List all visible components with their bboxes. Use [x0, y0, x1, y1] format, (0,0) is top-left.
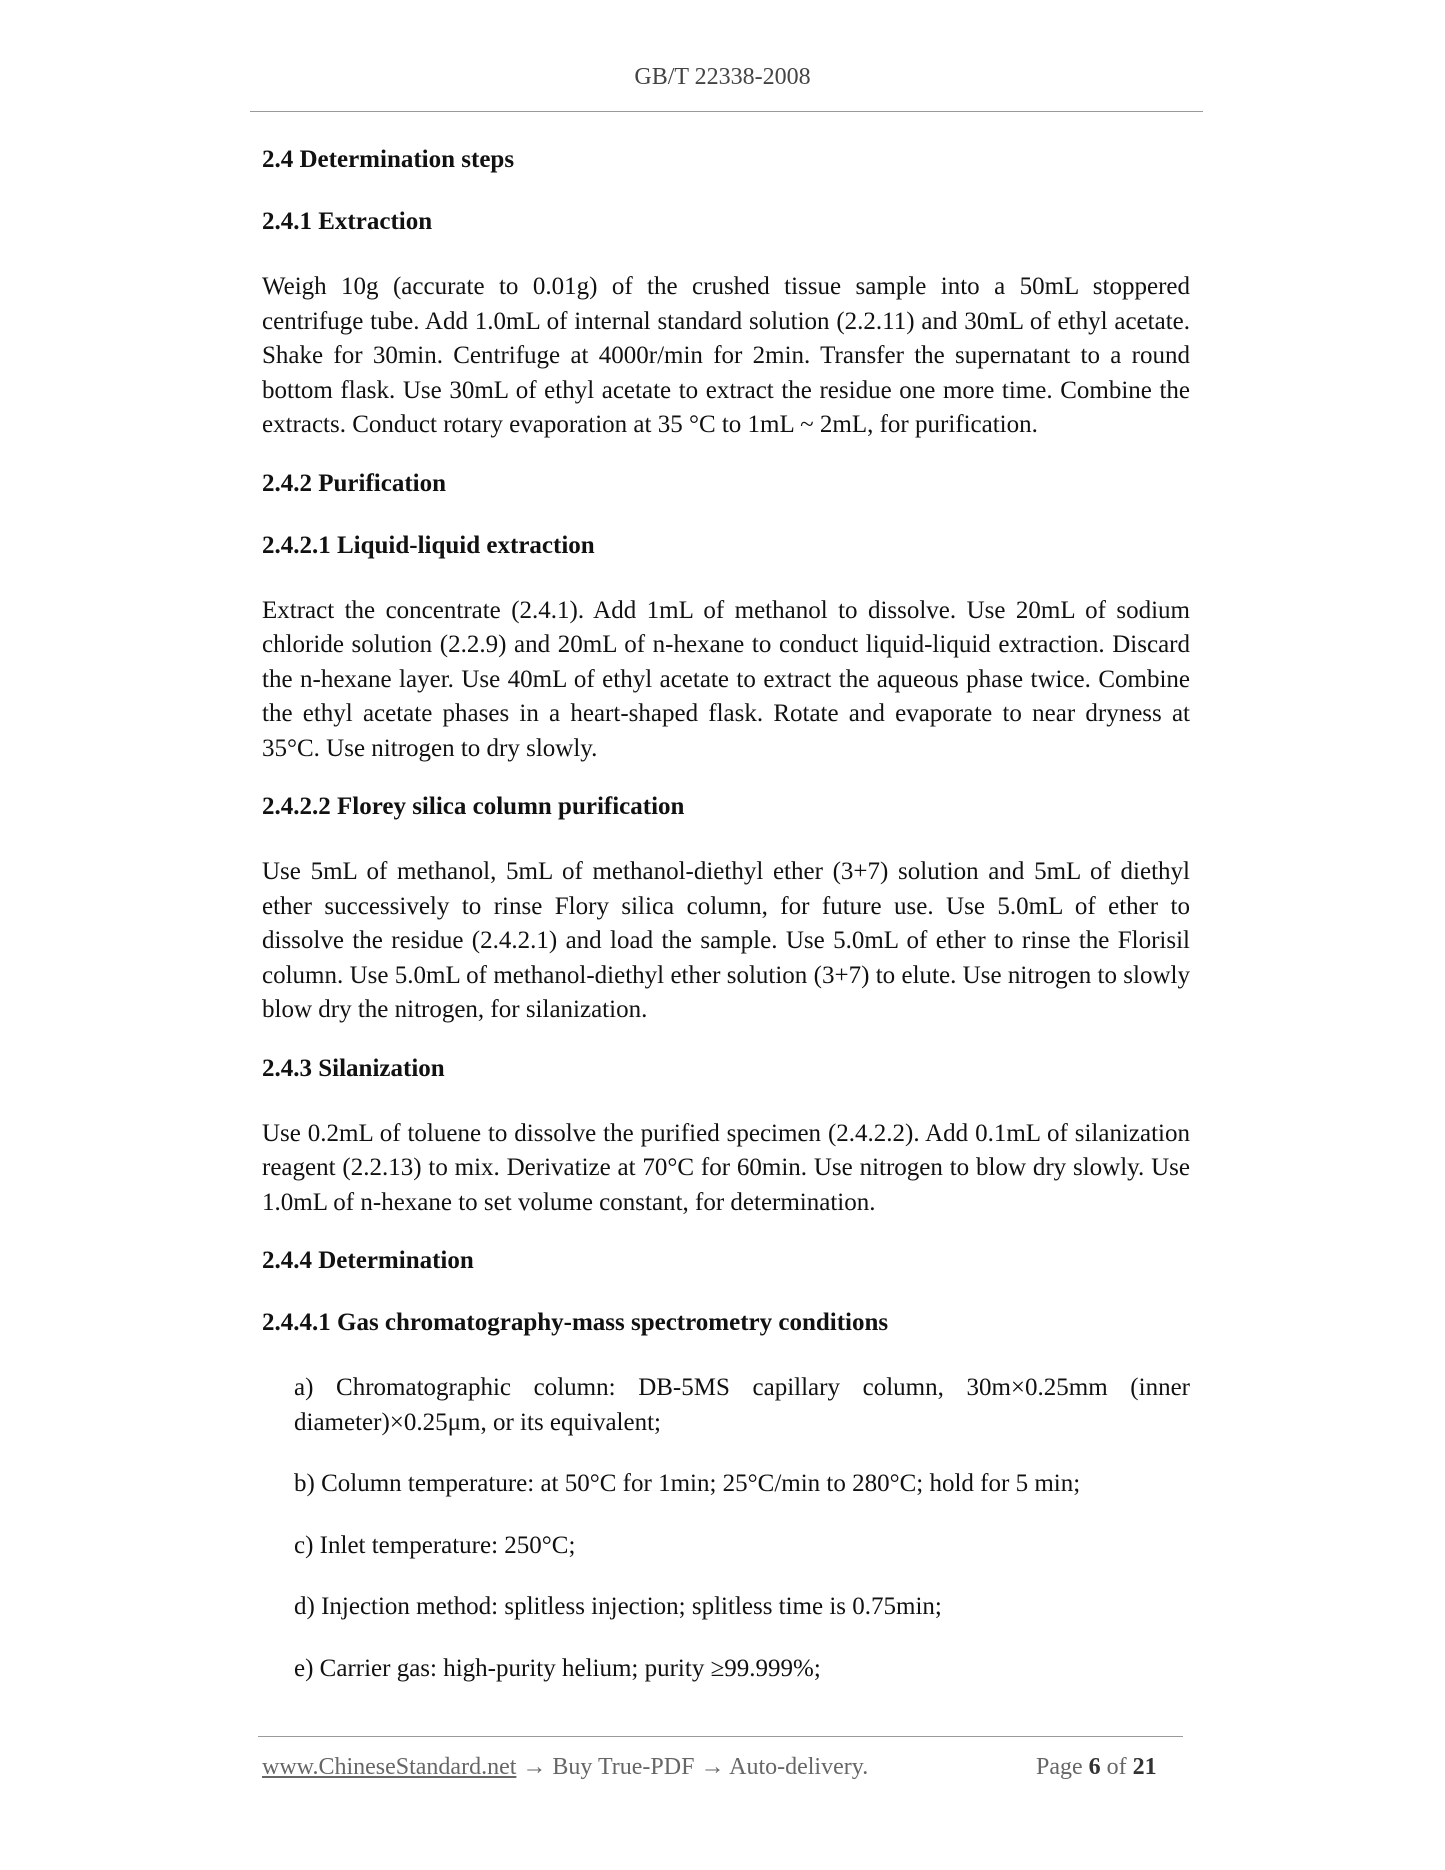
paragraph-silanization: Use 0.2mL of toluene to dissolve the purified specimen (2.4.2.2). Add 0.1mL of silanization reagent (2.2.13) to mix. Derivatize at 70°C for 60min. Use nitrogen to blow dry slowly. Use 1.0mL of n-hexane to set volume constant, for determination. — [262, 1119, 1190, 1216]
condition-item-c: c) Inlet temperature: 250°C; — [294, 1531, 576, 1559]
section-heading-2-4-3: 2.4.3 Silanization — [262, 1054, 445, 1082]
section-heading-2-4-4-1: 2.4.4.1 Gas chromatography-mass spectrometry conditions — [262, 1309, 889, 1336]
header-divider — [250, 111, 1203, 112]
footer-promo-text: → Buy True-PDF → Auto-delivery. — [522, 1754, 869, 1780]
paragraph-extraction: Weigh 10g (accurate to 0.01g) of the crushed tissue sample into a 50mL stoppered centrifuge tube. Add 1.0mL of internal standard solution (2.2.11) and 30mL of ethyl acetate. Shake for 30min. Centrifuge at 4000r/min for 2min. Transfer the supernatant to a round bottom flask. Use 30mL of ethyl acetate to extract the residue one more time. Combine the extracts. Conduct rotary evaporation at 35 °C to 1mL ~ 2mL, for purification. — [262, 273, 1190, 438]
page-of-label: of — [1106, 1754, 1127, 1780]
section-heading-2-4-1: 2.4.1 Extraction — [262, 208, 433, 235]
page-current-number: 6 — [1088, 1754, 1101, 1780]
section-heading-2-4-2: 2.4.2 Purification — [262, 469, 447, 497]
document-header-id: GB/T 22338-2008 — [634, 64, 811, 90]
section-heading-2-4: 2.4 Determination steps — [262, 146, 515, 173]
page-label: Page — [1036, 1754, 1083, 1780]
page-indicator — [1036, 1754, 1157, 1781]
section-heading-2-4-4: 2.4.4 Determination — [262, 1247, 474, 1274]
footer-promo — [262, 1754, 868, 1781]
chinese-standard-link[interactable]: www.ChineseStandard.net — [262, 1754, 517, 1780]
section-heading-2-4-2-1: 2.4.2.1 Liquid-liquid extraction — [262, 531, 595, 559]
section-heading-2-4-2-2: 2.4.2.2 Florey silica column purification — [262, 793, 685, 820]
condition-item-e: e) Carrier gas: high-purity helium; purity ≥99.999%; — [294, 1654, 821, 1682]
condition-item-d: d) Injection method: splitless injection; splitless time is 0.75min; — [294, 1593, 942, 1620]
page-total-number: 21 — [1132, 1754, 1157, 1780]
paragraph-silica-purification: Use 5mL of methanol, 5mL of methanol-diethyl ether (3+7) solution and 5mL of diethyl ether successively to rinse Flory silica column, for future use. Use 5.0mL of ether to dissolve the residue (2.4.2.1) and load the sample. Use 5.0mL of ether to rinse the Florisil column. Use 5.0mL of methanol-diethyl ether solution (3+7) to elute. Use nitrogen to slowly blow dry the nitrogen, for silanization. — [262, 858, 1190, 1023]
paragraph-liquid-extraction: Extract the concentrate (2.4.1). Add 1mL of methanol to dissolve. Use 20mL of sodium chloride solution (2.2.9) and 20mL of n-hexane to conduct liquid-liquid extraction. Discard the n-hexane layer. Use 40mL of ethyl acetate to extract the aqueous phase twice. Combine the ethyl acetate phases in a heart-shaped flask. Rotate and evaporate to near dryness at 35°C. Use nitrogen to dry slowly. — [262, 596, 1190, 762]
condition-item-a: a) Chromatographic column: DB-5MS capillary column, 30m×0.25mm (inner diameter)×0.25μm, or its equivalent; — [294, 1374, 1190, 1436]
document-body — [262, 146, 1190, 1713]
footer-divider — [258, 1736, 1183, 1737]
condition-item-b: b) Column temperature: at 50°C for 1min; 25°C/min to 280°C; hold for 5 min; — [294, 1470, 1081, 1497]
